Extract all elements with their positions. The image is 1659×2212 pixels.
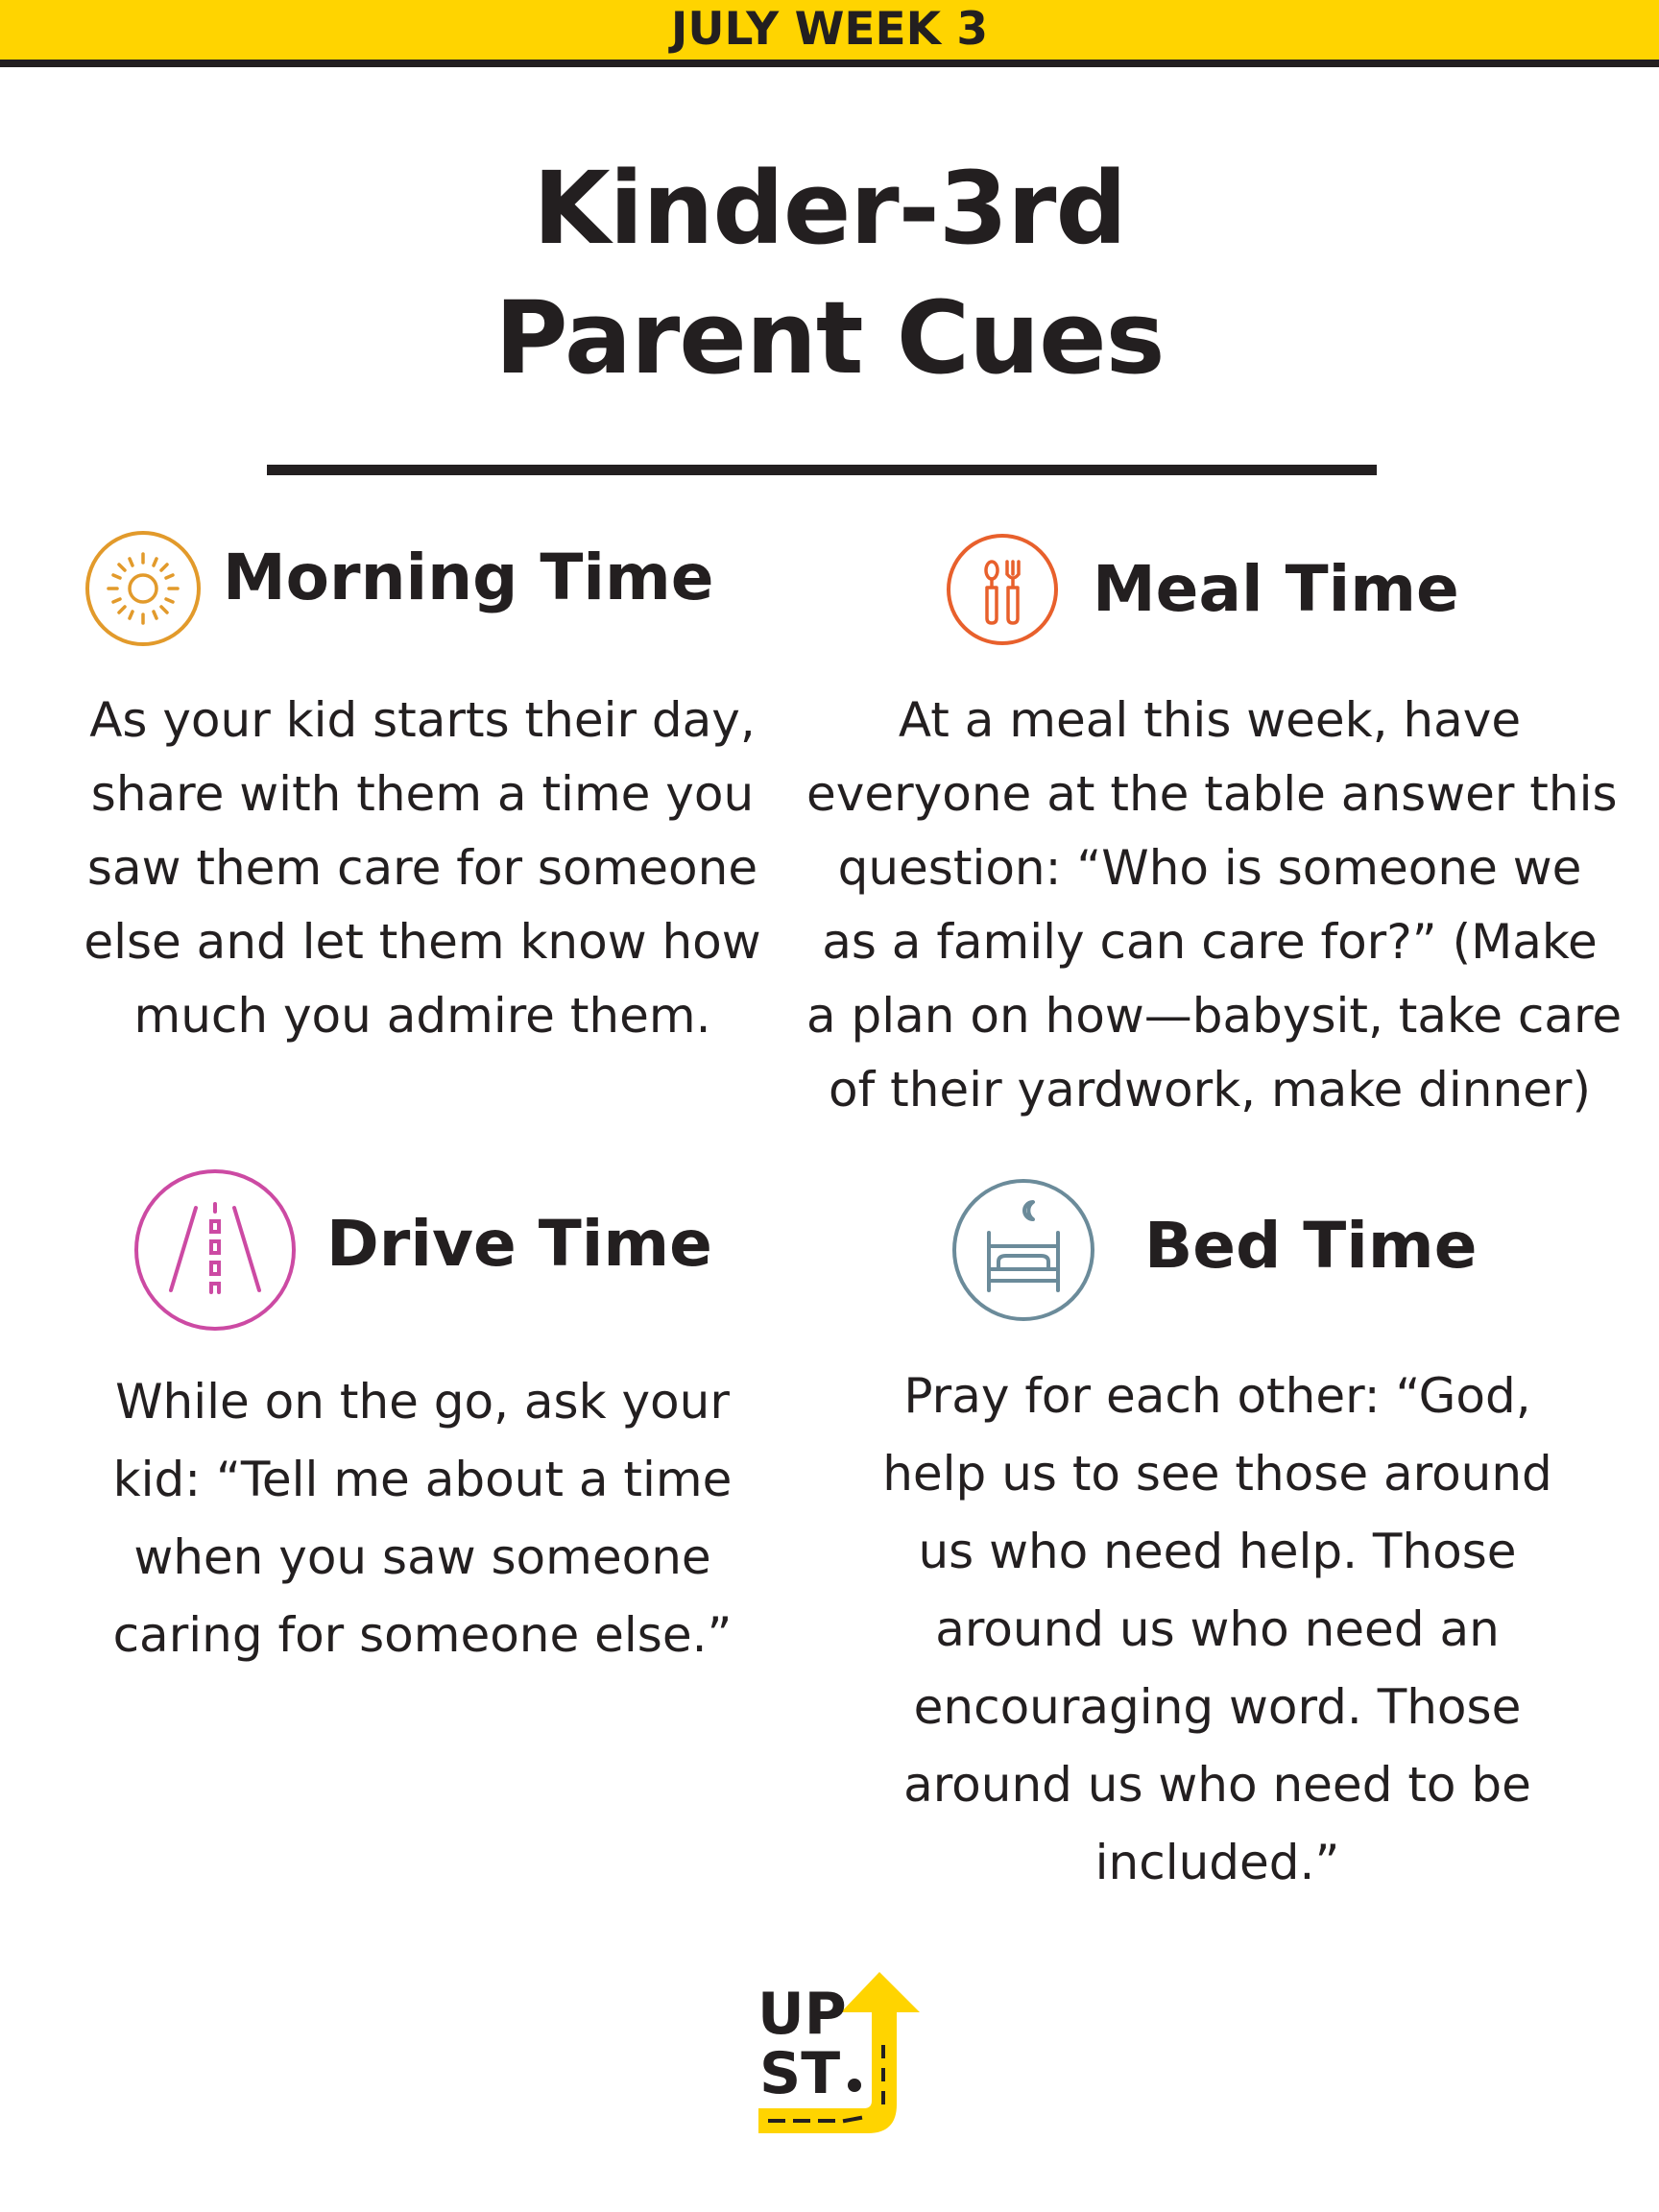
title-line-1: Kinder-3rd xyxy=(533,150,1126,267)
upstreet-logo xyxy=(757,1970,929,2141)
title-divider xyxy=(267,465,1377,475)
meal-time-heading: Meal Time xyxy=(1093,552,1459,626)
drive-time-heading: Drive Time xyxy=(326,1207,712,1281)
logo-text-st: ST xyxy=(759,2040,841,2107)
week-label: JULY WEEK 3 xyxy=(670,3,989,56)
morning-time-text: As your kid starts their day, share with them a time you saw them care for someone else and let them know how much you admire them. xyxy=(84,692,761,1044)
utensils-icon xyxy=(943,530,1062,649)
title-line-2: Parent Cues xyxy=(494,279,1165,397)
bed-time-text: Pray for each other: “God, help us to see those around us who need help. Those around us who need an encouraging word. Those around us who need to be included.” xyxy=(882,1368,1552,1890)
bed-moon-icon xyxy=(950,1177,1096,1323)
sun-icon xyxy=(81,526,205,651)
meal-time-text: At a meal this week, have everyone at the table answer this question: “Who is someone we as a family can care for?” (Make a plan on how—babysit, take care of their yardwork, make dinner) xyxy=(806,692,1623,1118)
drive-time-text: While on the go, ask your kid: “Tell me about a time when you saw someone caring for someone else.” xyxy=(112,1374,733,1663)
road-icon xyxy=(132,1167,298,1333)
bed-time-heading: Bed Time xyxy=(1144,1209,1478,1283)
morning-time-heading: Morning Time xyxy=(223,541,714,614)
page-title xyxy=(0,144,1659,403)
week-banner xyxy=(0,0,1659,67)
logo-text-up: UP xyxy=(757,1981,847,2048)
